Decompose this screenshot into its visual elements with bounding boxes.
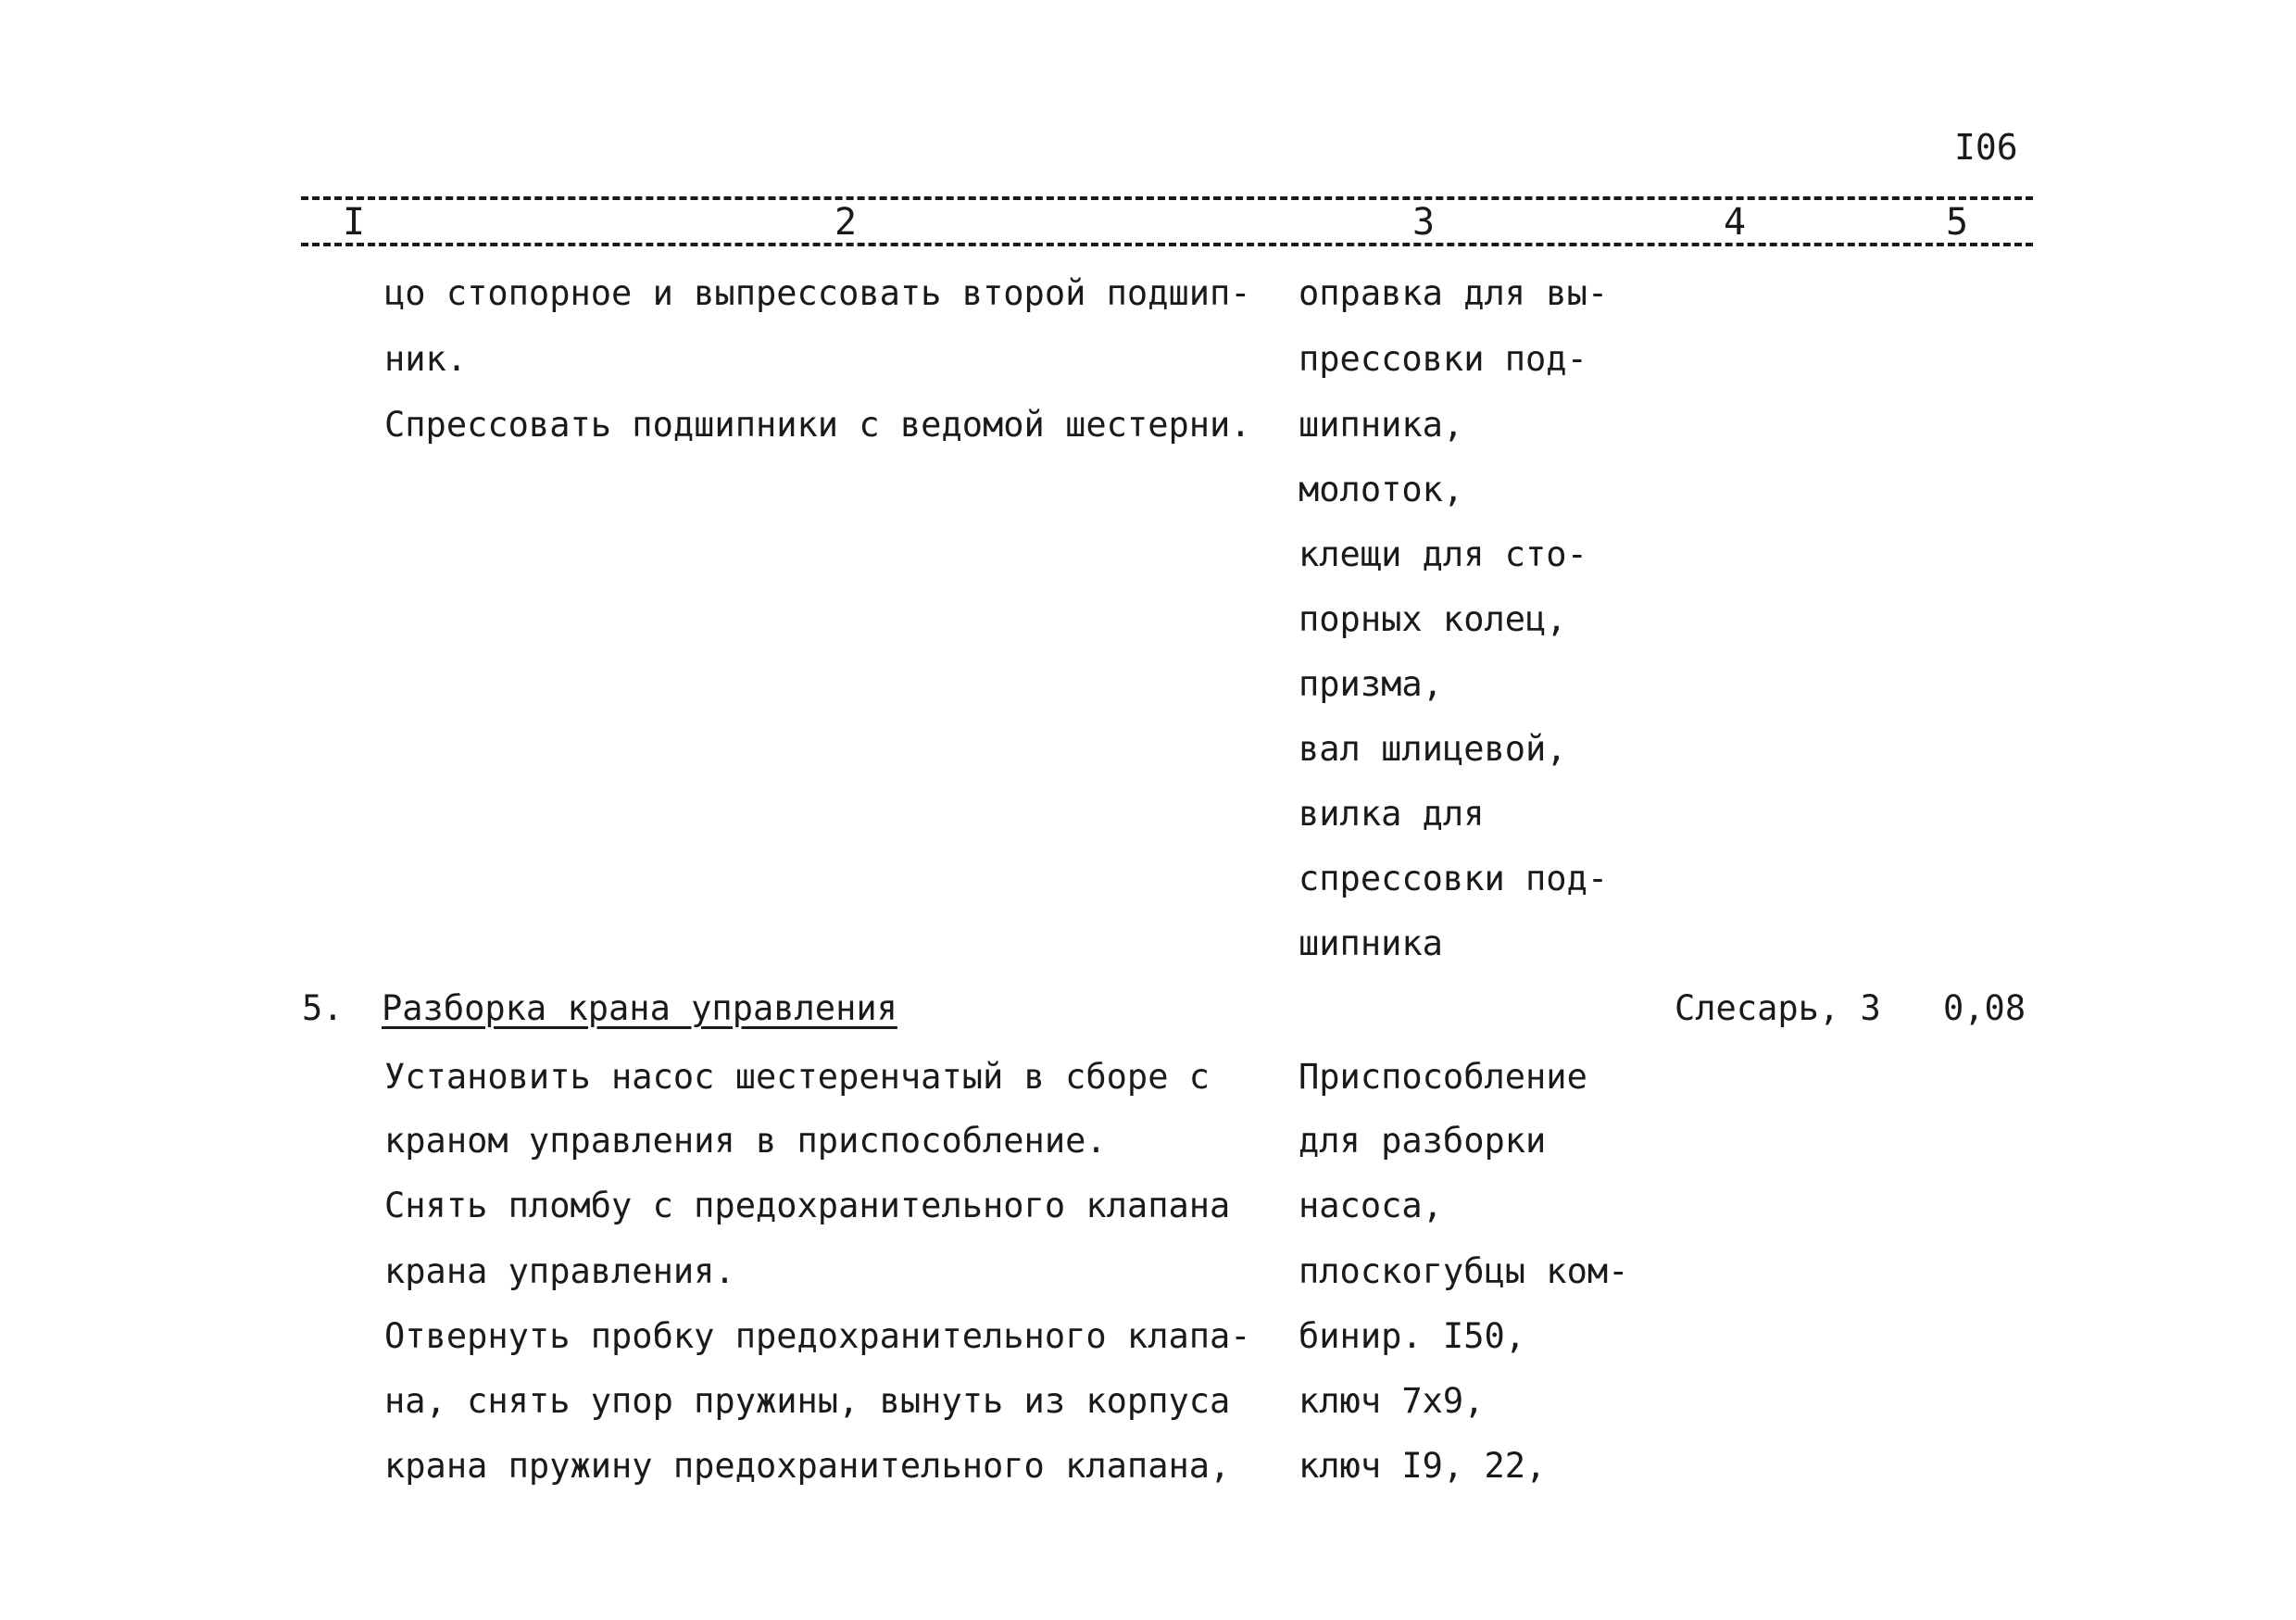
column-header-2: 2 bbox=[832, 204, 859, 241]
tool-line: призма, bbox=[1299, 664, 1443, 704]
operation-number: 5. bbox=[302, 988, 344, 1028]
operation-tool-line: для разборки bbox=[1299, 1121, 1547, 1161]
tool-line: шипника bbox=[1299, 923, 1443, 963]
operation-text-line: Отвернуть пробку предохранительного клапа- bbox=[384, 1316, 1251, 1356]
tool-line: клещи для сто- bbox=[1299, 534, 1587, 574]
operation-tool-line: ключ 7х9, bbox=[1299, 1381, 1485, 1421]
operation-tool-line: Приспособление bbox=[1299, 1057, 1587, 1097]
tool-line: прессовки под- bbox=[1299, 339, 1587, 379]
operation-tool-line: ключ I9, 22, bbox=[1299, 1446, 1547, 1486]
page-number: I06 bbox=[1954, 127, 2018, 168]
continued-text-line: ник. bbox=[384, 339, 468, 379]
tool-line: шипника, bbox=[1299, 405, 1464, 445]
column-header-1: I bbox=[340, 204, 368, 241]
column-header-3: 3 bbox=[1410, 204, 1437, 241]
operation-tool-line: насоса, bbox=[1299, 1186, 1443, 1225]
operation-text-line: Установить насос шестеренчатый в сборе с bbox=[384, 1057, 1211, 1097]
operation-text-line: крана управления. bbox=[384, 1251, 735, 1291]
tool-line: вал шлицевой, bbox=[1299, 729, 1567, 769]
table-header-dashed-rule bbox=[301, 243, 2033, 246]
operation-text-line: крана пружину предохранительного клапана, bbox=[384, 1446, 1231, 1486]
operation-text-line: краном управления в приспособление. bbox=[384, 1121, 1107, 1161]
tool-line: порных колец, bbox=[1299, 599, 1567, 639]
tool-line: молоток, bbox=[1299, 470, 1464, 509]
operation-text-line: Снять пломбу с предохранительного клапана bbox=[384, 1186, 1231, 1225]
continued-text-line: Спрессовать подшипники с ведомой шестерни. bbox=[384, 405, 1251, 445]
time-norm: 0,08 bbox=[1943, 988, 2026, 1028]
tool-line: вилка для bbox=[1299, 794, 1485, 834]
operation-tool-line: плоскогубцы ком- bbox=[1299, 1251, 1629, 1291]
operation-tool-line: бинир. I50, bbox=[1299, 1316, 1526, 1356]
tool-line: спрессовки под- bbox=[1299, 859, 1609, 898]
column-header-4: 4 bbox=[1721, 204, 1749, 241]
table-top-dashed-rule bbox=[301, 196, 2033, 200]
column-header-5: 5 bbox=[1943, 204, 1971, 241]
worker-grade: Слесарь, 3 bbox=[1675, 988, 1881, 1028]
operation-title: Разборка крана управления bbox=[382, 988, 897, 1028]
operation-text-line: на, снять упор пружины, вынуть из корпуса bbox=[384, 1381, 1231, 1421]
continued-text-line: цо стопорное и выпрессовать второй подшип- bbox=[384, 273, 1251, 313]
tool-line: оправка для вы- bbox=[1299, 273, 1609, 313]
